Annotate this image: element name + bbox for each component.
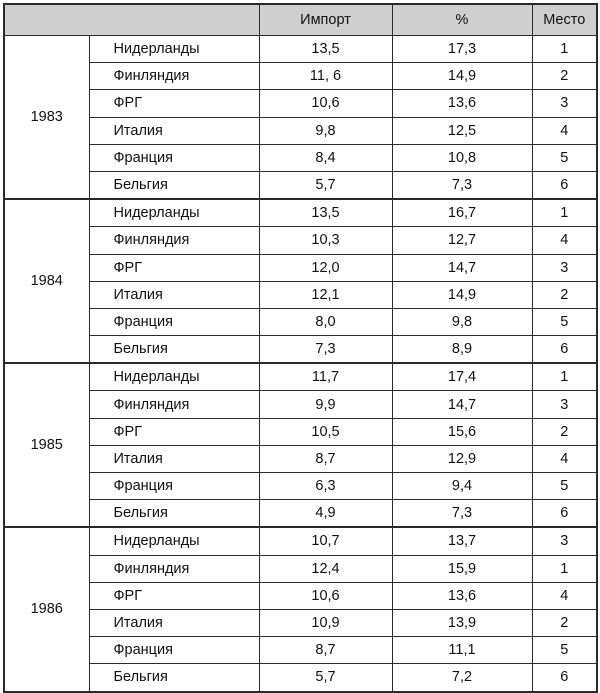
import-cell: 8,4 (259, 144, 392, 171)
country-cell: Франция (89, 144, 259, 171)
rank-cell: 1 (532, 199, 597, 227)
rank-cell: 2 (532, 281, 597, 308)
percent-cell: 14,9 (392, 63, 532, 90)
country-cell: ФРГ (89, 90, 259, 117)
country-cell: Бельгия (89, 664, 259, 692)
percent-cell: 7,3 (392, 171, 532, 199)
percent-cell: 9,8 (392, 308, 532, 335)
country-cell: Франция (89, 637, 259, 664)
percent-cell: 13,6 (392, 582, 532, 609)
country-cell: Нидерланды (89, 199, 259, 227)
percent-cell: 14,9 (392, 281, 532, 308)
country-cell: Финляндия (89, 555, 259, 582)
import-cell: 9,9 (259, 391, 392, 418)
import-cell: 12,0 (259, 254, 392, 281)
year-cell: 1986 (4, 527, 89, 691)
percent-cell: 11,1 (392, 637, 532, 664)
import-cell: 10,9 (259, 609, 392, 636)
year-cell: 1985 (4, 363, 89, 527)
rank-cell: 2 (532, 63, 597, 90)
country-cell: Финляндия (89, 63, 259, 90)
percent-cell: 12,7 (392, 227, 532, 254)
country-cell: ФРГ (89, 418, 259, 445)
table-row (4, 90, 597, 117)
table-row (4, 473, 597, 500)
table-row (4, 254, 597, 281)
table-container (3, 3, 598, 693)
rank-cell: 5 (532, 144, 597, 171)
import-cell: 7,3 (259, 336, 392, 364)
percent-cell: 17,4 (392, 363, 532, 391)
percent-cell: 12,5 (392, 117, 532, 144)
country-cell: Бельгия (89, 500, 259, 528)
table-row (4, 63, 597, 90)
rank-cell: 2 (532, 609, 597, 636)
import-cell: 10,5 (259, 418, 392, 445)
country-cell: Бельгия (89, 171, 259, 199)
percent-cell: 15,6 (392, 418, 532, 445)
rank-cell: 5 (532, 473, 597, 500)
table-row (4, 418, 597, 445)
percent-cell: 13,7 (392, 527, 532, 555)
table-row (4, 171, 597, 199)
percent-cell: 17,3 (392, 36, 532, 63)
import-cell: 8,7 (259, 445, 392, 472)
percent-cell: 7,3 (392, 500, 532, 528)
rank-cell: 6 (532, 664, 597, 692)
import-cell: 13,5 (259, 36, 392, 63)
country-cell: Италия (89, 445, 259, 472)
rank-cell: 3 (532, 254, 597, 281)
import-cell: 8,0 (259, 308, 392, 335)
percent-cell: 15,9 (392, 555, 532, 582)
country-cell: Финляндия (89, 227, 259, 254)
import-cell: 5,7 (259, 664, 392, 692)
country-cell: Италия (89, 281, 259, 308)
import-cell: 4,9 (259, 500, 392, 528)
header-rank: Место (532, 4, 597, 36)
country-cell: ФРГ (89, 582, 259, 609)
import-cell: 10,7 (259, 527, 392, 555)
country-cell: Нидерланды (89, 527, 259, 555)
rank-cell: 4 (532, 445, 597, 472)
country-cell: Франция (89, 308, 259, 335)
rank-cell: 1 (532, 363, 597, 391)
year-cell: 1984 (4, 199, 89, 363)
rank-cell: 4 (532, 227, 597, 254)
rank-cell: 6 (532, 500, 597, 528)
rank-cell: 3 (532, 90, 597, 117)
import-cell: 12,1 (259, 281, 392, 308)
percent-cell: 16,7 (392, 199, 532, 227)
table-row (4, 555, 597, 582)
header-percent: % (392, 4, 532, 36)
import-cell: 10,3 (259, 227, 392, 254)
import-cell: 6,3 (259, 473, 392, 500)
percent-cell: 9,4 (392, 473, 532, 500)
table-row (4, 144, 597, 171)
table-row (4, 363, 597, 391)
table-row (4, 199, 597, 227)
percent-cell: 14,7 (392, 391, 532, 418)
rank-cell: 2 (532, 418, 597, 445)
rank-cell: 3 (532, 391, 597, 418)
import-cell: 8,7 (259, 637, 392, 664)
import-cell: 11,7 (259, 363, 392, 391)
rank-cell: 4 (532, 582, 597, 609)
percent-cell: 7,2 (392, 664, 532, 692)
header-blank-cell (4, 4, 259, 36)
header-row (4, 4, 597, 36)
table-row (4, 336, 597, 364)
header-import: Импорт (259, 4, 392, 36)
import-table (3, 3, 598, 693)
import-cell: 10,6 (259, 90, 392, 117)
percent-cell: 8,9 (392, 336, 532, 364)
table-row (4, 582, 597, 609)
rank-cell: 1 (532, 36, 597, 63)
percent-cell: 10,8 (392, 144, 532, 171)
import-cell: 10,6 (259, 582, 392, 609)
country-cell: Франция (89, 473, 259, 500)
rank-cell: 6 (532, 336, 597, 364)
rank-cell: 5 (532, 308, 597, 335)
table-row (4, 36, 597, 63)
percent-cell: 12,9 (392, 445, 532, 472)
rank-cell: 5 (532, 637, 597, 664)
table-row (4, 445, 597, 472)
country-cell: Бельгия (89, 336, 259, 364)
percent-cell: 13,9 (392, 609, 532, 636)
country-cell: Италия (89, 117, 259, 144)
import-cell: 11, 6 (259, 63, 392, 90)
table-row (4, 227, 597, 254)
country-cell: ФРГ (89, 254, 259, 281)
rank-cell: 4 (532, 117, 597, 144)
country-cell: Италия (89, 609, 259, 636)
percent-cell: 13,6 (392, 90, 532, 117)
rank-cell: 6 (532, 171, 597, 199)
table-row (4, 117, 597, 144)
country-cell: Нидерланды (89, 363, 259, 391)
table-row (4, 500, 597, 528)
import-cell: 12,4 (259, 555, 392, 582)
table-row (4, 527, 597, 555)
year-cell: 1983 (4, 36, 89, 200)
import-cell: 5,7 (259, 171, 392, 199)
country-cell: Нидерланды (89, 36, 259, 63)
table-body (4, 36, 597, 692)
table-row (4, 637, 597, 664)
table-row (4, 664, 597, 692)
percent-cell: 14,7 (392, 254, 532, 281)
country-cell: Финляндия (89, 391, 259, 418)
table-row (4, 609, 597, 636)
rank-cell: 3 (532, 527, 597, 555)
table-row (4, 281, 597, 308)
rank-cell: 1 (532, 555, 597, 582)
import-cell: 13,5 (259, 199, 392, 227)
table-row (4, 308, 597, 335)
table-row (4, 391, 597, 418)
import-cell: 9,8 (259, 117, 392, 144)
